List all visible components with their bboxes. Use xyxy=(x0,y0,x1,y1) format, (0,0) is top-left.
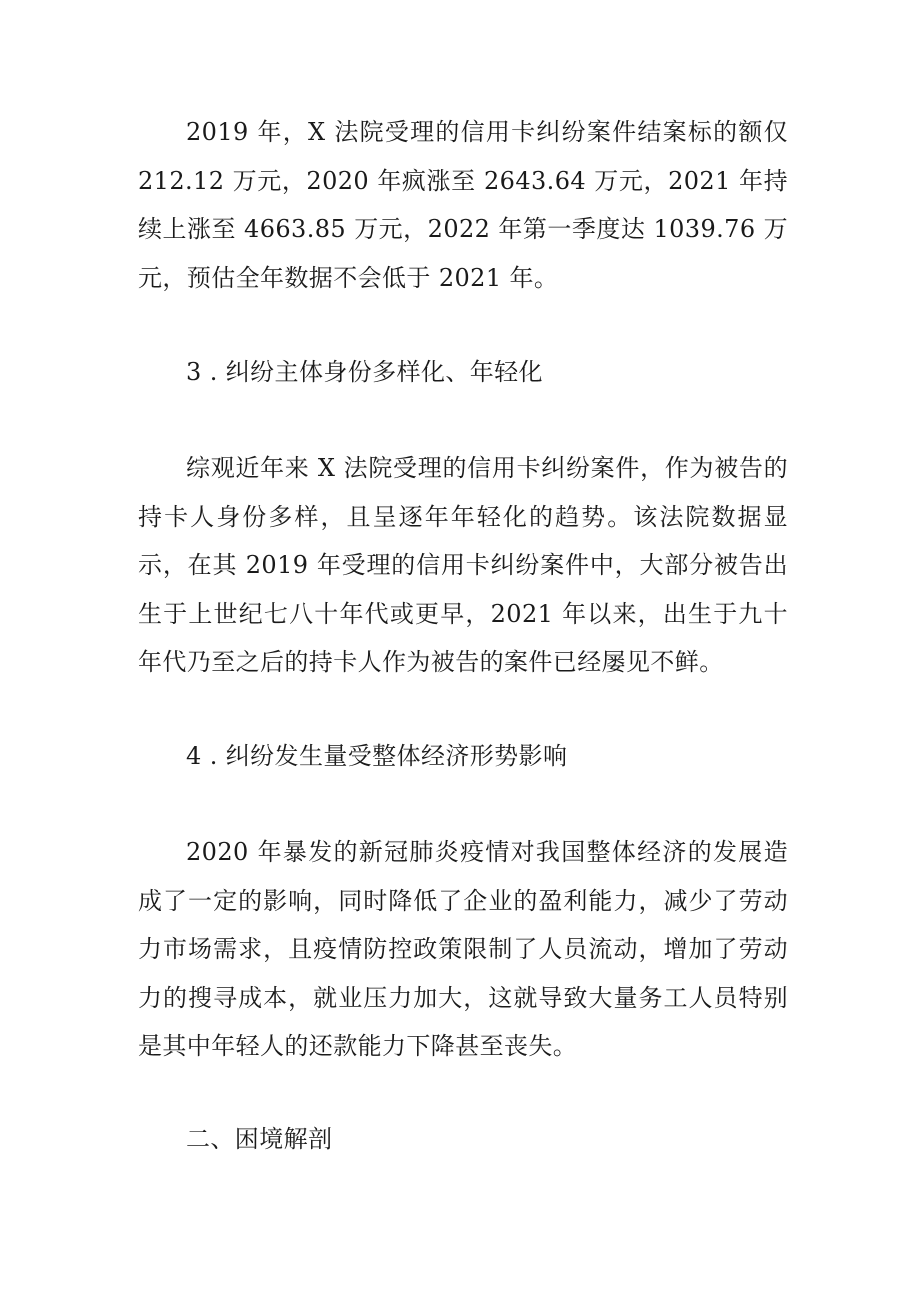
paragraph-pandemic-impact: 2020 年暴发的新冠肺炎疫情对我国整体经济的发展造成了一定的影响，同时降低了企业的盈利能力，减少了劳动力市场需求，且疫情防控政策限制了人员流动，增加了劳动力的搜寻成本，就业压力加大，这就导致大量务工人员特别是其中年轻人的还款能力下降甚至丧失。 xyxy=(138,838,788,1060)
heading-3-party-diversity: 3 . 纠纷主体身份多样化、年轻化 xyxy=(186,358,543,386)
paragraph-case-amount: 2019 年，X 法院受理的信用卡纠纷案件结案标的额仅 212.12 万元，2020 年疯涨至 2643.64 万元，2021 年持续上涨至 4663.85 万元，2022 年第一季度达 1039.76 万元，预估全年数据不会低于 2021 年。 xyxy=(138,118,788,292)
heading-4-economic-impact: 4 . 纠纷发生量受整体经济形势影响 xyxy=(186,742,568,770)
paragraph-cardholder-identity: 综观近年来 X 法院受理的信用卡纠纷案件，作为被告的持卡人身份多样，且呈逐年年轻化的趋势。该法院数据显示，在其 2019 年受理的信用卡纠纷案件中，大部分被告出生于上世纪七八十年代或更早，2021 年以来，出生于九十年代乃至之后的持卡人作为被告的案件已经屡见不鲜。 xyxy=(138,454,788,676)
section-heading-dilemma-analysis: 二、困境解剖 xyxy=(186,1125,333,1153)
